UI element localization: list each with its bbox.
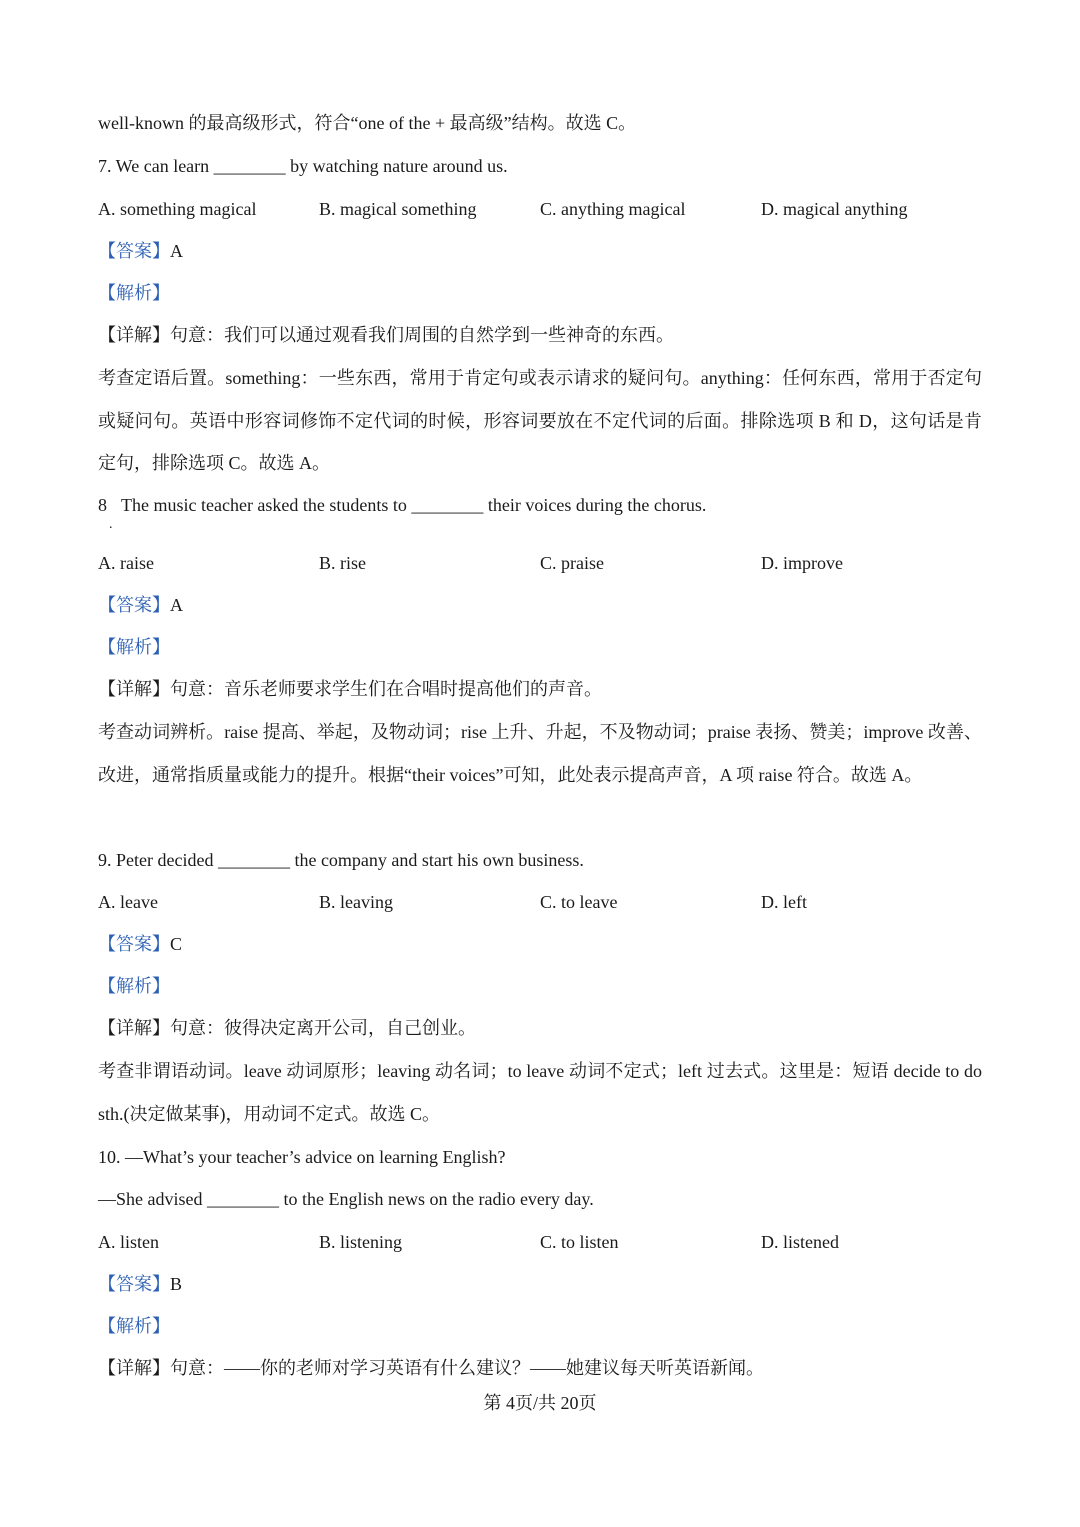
question-10-stem: 10. —What’s your teacher’s advice on learning English?	[98, 1147, 506, 1167]
q10-option-b: B. listening	[319, 1232, 403, 1252]
detail-label: 【详解】	[98, 1358, 170, 1378]
page-footer: 第 4页/共 20页	[483, 1393, 597, 1413]
detail-meaning: 句意：——你的老师对学习英语有什么建议？——她建议每天听英语新闻。	[170, 1358, 764, 1378]
detail-meaning: 句意：我们可以通过观看我们周围的自然学到一些神奇的东西。	[170, 325, 674, 345]
question-10-stem-2: —She advised ________ to the English news on the radio every day.	[98, 1189, 594, 1209]
intro-line: well-known 的最高级形式，符合“one of the + 最高级”结构。故选 C。	[98, 113, 637, 133]
answer-value: C	[170, 934, 183, 954]
question-8-text: The music teacher asked the students to ________ their voices during the chorus.	[121, 495, 707, 515]
q9-explanation: 考查非谓语动词。leave 动词原形；leaving 动名词；to leave 动词不定式；left 过去式。这里是：短语 decide to do sth.(决定做某事)，用动词不定式。故选 C。	[98, 1061, 982, 1124]
q10-option-d: D. listened	[761, 1232, 839, 1252]
answer-value: A	[170, 241, 183, 261]
q10-analysis-label: 【解析】	[98, 1316, 170, 1336]
q10-option-c: C. to listen	[540, 1232, 619, 1252]
question-8-number: 8	[98, 495, 107, 515]
q9-option-c: C. to leave	[540, 892, 618, 912]
answer-value: A	[170, 595, 183, 615]
q8-option-c: C. praise	[540, 553, 604, 573]
q9-detail	[98, 1019, 476, 1037]
detail-meaning: 句意：音乐老师要求学生们在合唱时提高他们的声音。	[170, 679, 602, 699]
q8-detail	[98, 680, 602, 698]
detail-meaning: 句意：彼得决定离开公司，自己创业。	[170, 1018, 476, 1038]
q9-option-d: D. left	[761, 892, 807, 912]
q7-detail	[98, 326, 674, 344]
q8-explanation: 考查动词辨析。raise 提高、举起，及物动词；rise 上升、升起，不及物动词；praise 表扬、赞美；improve 改善、改进，通常指质量或能力的提升。根据“their voices”可知，此处表示提高声音，A 项 raise 符合。故选 A。	[98, 722, 982, 785]
answer-value: B	[170, 1274, 183, 1294]
q7-option-c: C. anything magical	[540, 199, 686, 219]
detail-label: 【详解】	[98, 679, 170, 699]
q9-option-a: A. leave	[98, 892, 158, 912]
q8-option-d: D. improve	[761, 553, 843, 573]
q9-analysis-label: 【解析】	[98, 976, 170, 996]
question-8-stem	[98, 496, 706, 514]
q10-option-a: A. listen	[98, 1232, 159, 1252]
q7-analysis-label: 【解析】	[98, 283, 170, 303]
detail-label: 【详解】	[98, 1018, 170, 1038]
answer-label: 【答案】	[98, 241, 170, 261]
q8-option-b: B. rise	[319, 553, 366, 573]
q7-answer	[98, 242, 183, 260]
q7-option-b: B. magical something	[319, 199, 477, 219]
answer-label: 【答案】	[98, 934, 170, 954]
question-9-stem: 9. Peter decided ________ the company and start his own business.	[98, 850, 584, 870]
detail-label: 【详解】	[98, 325, 170, 345]
q7-option-d: D. magical anything	[761, 199, 908, 219]
q9-answer	[98, 935, 182, 953]
q9-option-b: B. leaving	[319, 892, 393, 912]
q8-analysis-label: 【解析】	[98, 637, 170, 657]
question-8-dot: .	[109, 517, 113, 532]
q7-option-a: A. something magical	[98, 199, 257, 219]
q8-answer	[98, 596, 183, 614]
question-7-stem: 7. We can learn ________ by watching nature around us.	[98, 156, 508, 176]
answer-label: 【答案】	[98, 1274, 170, 1294]
q7-explanation: 考查定语后置。something：一些东西，常用于肯定句或表示请求的疑问句。anything：任何东西，常用于否定句或疑问句。英语中形容词修饰不定代词的时候，形容词要放在不定代词的后面。排除选项 B 和 D，这句话是肯定句，排除选项 C。故选 A。	[98, 368, 982, 473]
q10-detail	[98, 1359, 764, 1377]
q8-option-a: A. raise	[98, 553, 154, 573]
q10-answer	[98, 1275, 182, 1293]
answer-label: 【答案】	[98, 595, 170, 615]
